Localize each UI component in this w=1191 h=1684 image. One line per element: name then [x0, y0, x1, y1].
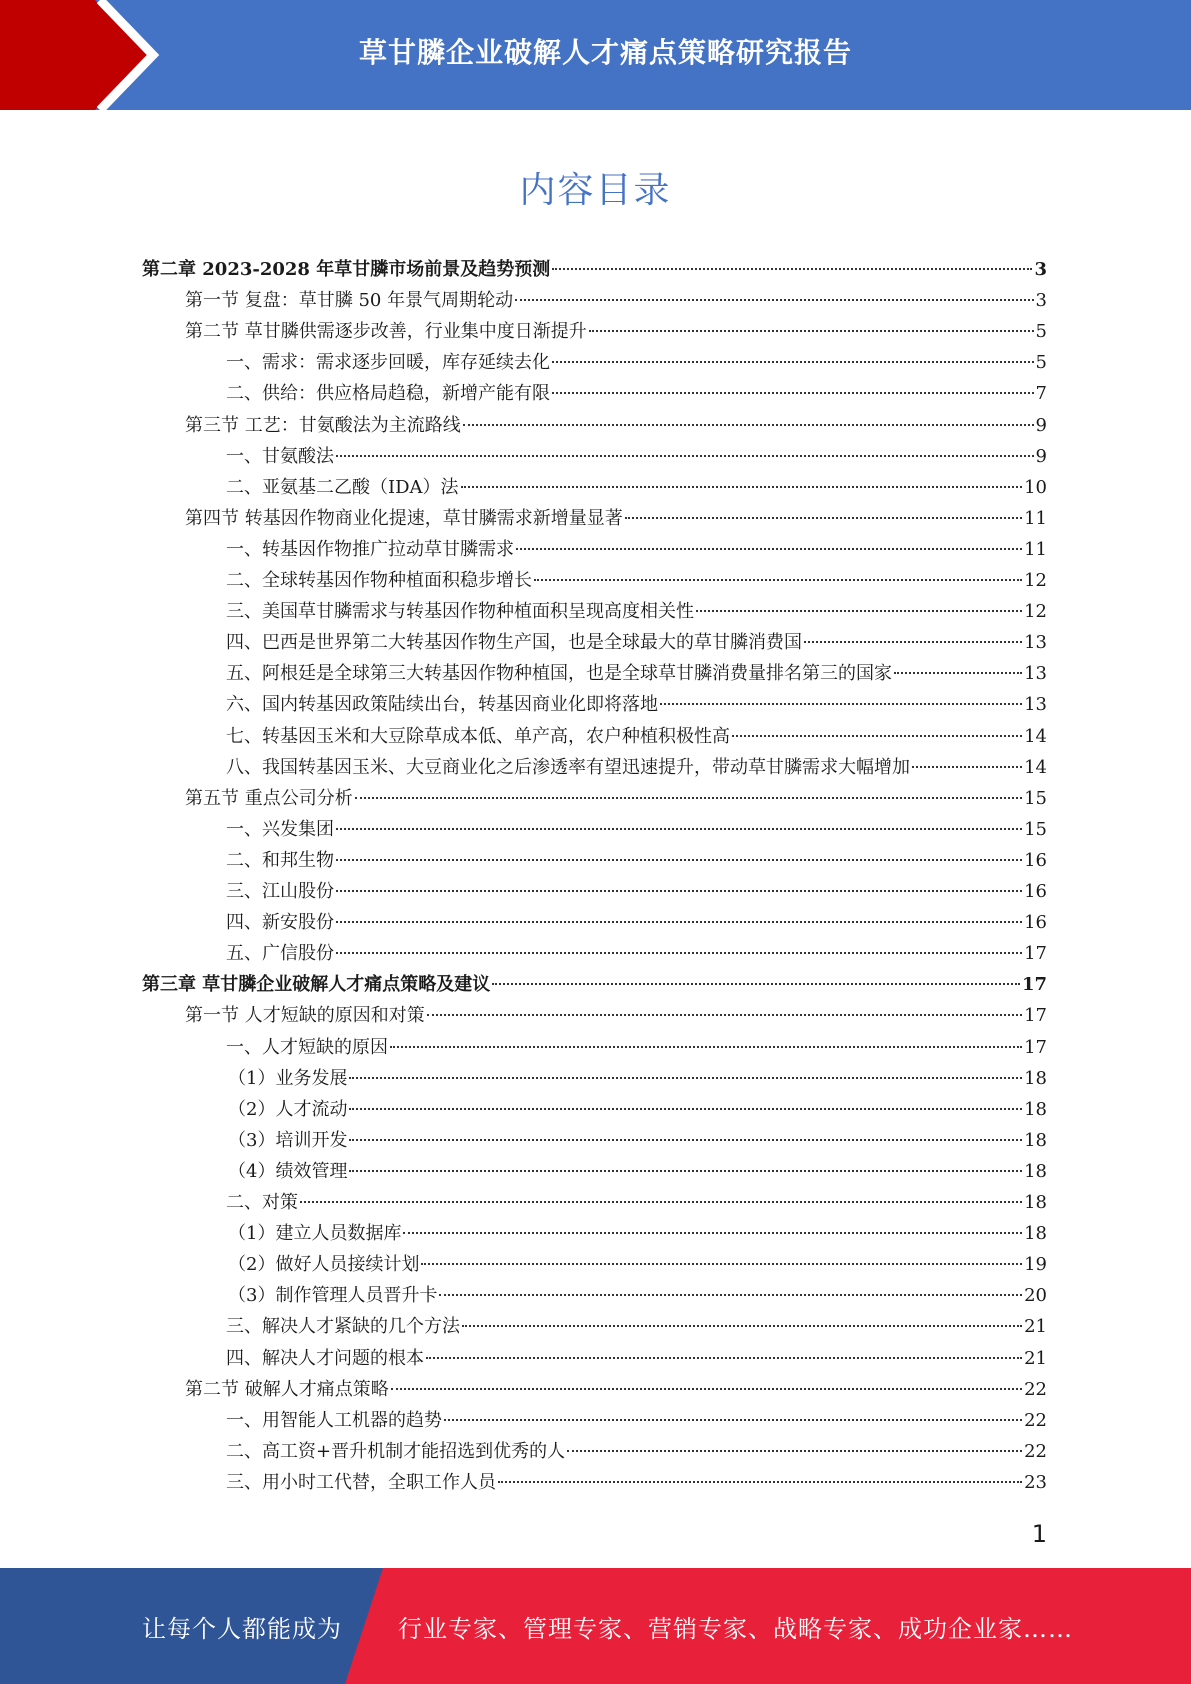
toc-dot-leader — [567, 1450, 1022, 1452]
toc-entry-title: 第二章 2023-2028 年草甘膦市场前景及趋势预测 — [142, 259, 551, 280]
toc-entry-page: 12 — [1024, 601, 1047, 622]
toc-entry[interactable] — [185, 1374, 1047, 1405]
toc-entry-title: 第四节 转基因作物商业化提速，草甘膦需求新增量显著 — [185, 508, 623, 529]
toc-dot-leader — [463, 424, 1034, 426]
toc-entry[interactable] — [226, 347, 1047, 378]
toc-entry-title: 一、需求：需求逐步回暖，库存延续去化 — [226, 352, 550, 373]
toc-dot-leader — [625, 517, 1022, 519]
toc-entry[interactable] — [228, 1063, 1047, 1094]
toc-entry-page: 3 — [1035, 290, 1047, 311]
toc-entry-title: 一、转基因作物推广拉动草甘膦需求 — [226, 539, 514, 560]
toc-entry[interactable] — [226, 1311, 1047, 1342]
toc-dot-leader — [660, 703, 1022, 705]
toc-entry-title: 六、国内转基因政策陆续出台，转基因商业化即将落地 — [226, 694, 658, 715]
toc-entry-page: 10 — [1024, 477, 1047, 498]
toc-dot-leader — [403, 1232, 1022, 1234]
toc-entry[interactable] — [185, 783, 1047, 814]
toc-entry-page: 18 — [1024, 1223, 1047, 1244]
toc-dot-leader — [391, 1388, 1022, 1390]
toc-entry-page: 13 — [1024, 663, 1047, 684]
toc-entry-page: 22 — [1024, 1410, 1047, 1431]
toc-dot-leader — [349, 1139, 1022, 1141]
toc-entry-page: 22 — [1024, 1379, 1047, 1400]
page-header — [0, 0, 1191, 110]
toc-entry-page: 17 — [1024, 1005, 1047, 1026]
toc-dot-leader — [336, 828, 1022, 830]
toc-dot-leader — [492, 983, 1020, 985]
toc-entry-title: 二、高工资+晋升机制才能招选到优秀的人 — [226, 1441, 566, 1462]
toc-entry[interactable] — [226, 1405, 1047, 1436]
toc-entry[interactable] — [228, 1280, 1047, 1311]
toc-dot-leader — [355, 797, 1022, 799]
toc-dot-leader — [336, 455, 1034, 457]
toc-entry-page: 15 — [1024, 788, 1047, 809]
toc-dot-leader — [462, 1325, 1022, 1327]
toc-entry-page: 12 — [1024, 570, 1047, 591]
toc-entry-title: 第三节 工艺：甘氨酸法为主流路线 — [185, 415, 461, 436]
toc-entry-title: （3）制作管理人员晋升卡 — [228, 1285, 438, 1306]
toc-entry[interactable] — [226, 565, 1047, 596]
toc-entry-title: 五、广信股份 — [226, 943, 334, 964]
toc-dot-leader — [300, 1201, 1022, 1203]
toc-entry-page: 18 — [1024, 1130, 1047, 1151]
toc-dot-leader — [421, 1263, 1022, 1265]
toc-entry[interactable] — [226, 845, 1047, 876]
toc-entry-page: 18 — [1024, 1192, 1047, 1213]
toc-dot-leader — [336, 952, 1022, 954]
toc-entry-title: 一、甘氨酸法 — [226, 446, 334, 467]
toc-entry-title: 第一节 复盘：草甘膦 50 年景气周期轮动 — [185, 290, 514, 311]
toc-entry-title: 四、解决人才问题的根本 — [226, 1348, 424, 1369]
toc-entry-title: （2）人才流动 — [228, 1099, 348, 1120]
toc-entry-page: 13 — [1024, 694, 1047, 715]
toc-dot-leader — [804, 641, 1022, 643]
toc-entry-title: （4）绩效管理 — [228, 1161, 348, 1182]
toc-entry-page: 20 — [1024, 1285, 1047, 1306]
toc-dot-leader — [534, 579, 1022, 581]
toc-entry-title: 三、用小时工代替，全职工作人员 — [226, 1472, 496, 1493]
toc-dot-leader — [732, 735, 1022, 737]
toc-entry-page: 21 — [1024, 1316, 1047, 1337]
toc-entry[interactable] — [226, 1343, 1047, 1374]
toc-entry-title: 二、全球转基因作物种植面积稳步增长 — [226, 570, 532, 591]
toc-dot-leader — [589, 330, 1034, 332]
toc-entry[interactable] — [185, 503, 1047, 534]
toc-dot-leader — [426, 1357, 1022, 1359]
toc-entry[interactable] — [226, 814, 1047, 845]
toc-entry-title: 第二节 草甘膦供需逐步改善，行业集中度日渐提升 — [185, 321, 587, 342]
toc-dot-leader — [444, 1419, 1022, 1421]
toc-entry[interactable] — [185, 1000, 1047, 1031]
toc-dot-leader — [894, 672, 1022, 674]
toc-entry-title: 二、对策 — [226, 1192, 298, 1213]
toc-entry[interactable] — [226, 472, 1047, 503]
toc-dot-leader — [461, 486, 1023, 488]
toc-entry[interactable] — [226, 534, 1047, 565]
toc-dot-leader — [349, 1170, 1022, 1172]
toc-entry[interactable] — [226, 1032, 1047, 1063]
toc-entry-title: 二、供给：供应格局趋稳，新增产能有限 — [226, 383, 550, 404]
toc-entry[interactable] — [226, 658, 1047, 689]
toc-entry-page: 7 — [1035, 383, 1047, 404]
toc-entry[interactable] — [226, 441, 1047, 472]
toc-dot-leader — [912, 766, 1022, 768]
toc-entry-title: 三、解决人才紧缺的几个方法 — [226, 1316, 460, 1337]
toc-dot-leader — [552, 268, 1032, 270]
toc-entry-page: 5 — [1035, 352, 1047, 373]
toc-dot-leader — [336, 859, 1022, 861]
toc-entry[interactable] — [226, 876, 1047, 907]
toc-entry[interactable] — [228, 1094, 1047, 1125]
toc-entry-page: 14 — [1024, 757, 1047, 778]
toc-entry-page: 15 — [1024, 819, 1047, 840]
page-footer — [0, 1568, 1191, 1684]
toc-entry-page: 18 — [1024, 1161, 1047, 1182]
toc-entry[interactable] — [226, 1187, 1047, 1218]
toc-entry[interactable] — [228, 1249, 1047, 1280]
toc-entry-page: 21 — [1024, 1348, 1047, 1369]
toc-entry-page: 18 — [1024, 1068, 1047, 1089]
report-title: 草甘膦企业破解人才痛点策略研究报告 — [358, 36, 852, 69]
toc-entry-page: 13 — [1024, 632, 1047, 653]
toc-entry-title: （2）做好人员接续计划 — [228, 1254, 420, 1275]
toc-dot-leader — [336, 890, 1022, 892]
toc-entry-title: 第三章 草甘膦企业破解人才痛点策略及建议 — [142, 974, 491, 995]
toc-dot-leader — [552, 361, 1034, 363]
toc-entry[interactable] — [226, 1436, 1047, 1467]
toc-entry[interactable] — [228, 1156, 1047, 1187]
toc-dot-leader — [515, 299, 1033, 301]
toc-entry-title: 四、新安股份 — [226, 912, 334, 933]
toc-entry[interactable] — [226, 596, 1047, 627]
toc-entry-title: 八、我国转基因玉米、大豆商业化之后渗透率有望迅速提升，带动草甘膦需求大幅增加 — [226, 757, 910, 778]
toc-entry-title: 第五节 重点公司分析 — [185, 788, 353, 809]
toc-entry-title: 二、亚氨基二乙酸（IDA）法 — [226, 477, 459, 498]
toc-heading: 内容目录 — [519, 170, 672, 211]
toc-entry-title: 一、兴发集团 — [226, 819, 334, 840]
toc-entry[interactable] — [142, 969, 1047, 1000]
toc-entry[interactable] — [226, 627, 1047, 658]
toc-entry-title: 二、和邦生物 — [226, 850, 334, 871]
toc-entry-page: 14 — [1024, 726, 1047, 747]
toc-dot-leader — [349, 1108, 1022, 1110]
toc-entry-title: （1）建立人员数据库 — [228, 1223, 402, 1244]
toc-dot-leader — [349, 1077, 1022, 1079]
toc-dot-leader — [696, 610, 1022, 612]
toc-entry-page: 9 — [1035, 415, 1047, 436]
toc-entry-title: （1）业务发展 — [228, 1068, 348, 1089]
toc-dot-leader — [439, 1294, 1022, 1296]
toc-entry-page: 5 — [1035, 321, 1047, 342]
toc-entry[interactable] — [185, 285, 1047, 316]
toc-entry[interactable] — [226, 378, 1047, 409]
toc-entry[interactable] — [226, 721, 1047, 752]
toc-entry-page: 17 — [1021, 974, 1047, 995]
toc-entry[interactable] — [226, 752, 1047, 783]
toc-entry-page: 3 — [1034, 259, 1047, 280]
footer-slogan-right: 行业专家、管理专家、营销专家、战略专家、成功企业家…… — [398, 1614, 1073, 1643]
page-number: 1 — [1031, 1520, 1047, 1548]
toc-entry[interactable] — [228, 1218, 1047, 1249]
toc-entry-title: 五、阿根廷是全球第三大转基因作物种植国，也是全球草甘膦消费量排名第三的国家 — [226, 663, 892, 684]
toc-entry-page: 19 — [1024, 1254, 1047, 1275]
toc-entry[interactable] — [226, 938, 1047, 969]
toc-entry-title: 三、江山股份 — [226, 881, 334, 902]
toc-entry[interactable] — [226, 907, 1047, 938]
toc-dot-leader — [427, 1014, 1022, 1016]
toc-entry-page: 18 — [1024, 1099, 1047, 1120]
toc-entry-page: 17 — [1024, 1037, 1047, 1058]
toc-entry-title: 四、巴西是世界第二大转基因作物生产国，也是全球最大的草甘膦消费国 — [226, 632, 802, 653]
toc-entry-title: （3）培训开发 — [228, 1130, 348, 1151]
toc-entry[interactable] — [228, 1125, 1047, 1156]
toc-entry[interactable] — [142, 254, 1047, 285]
toc-entry[interactable] — [185, 316, 1047, 347]
toc-entry-page: 9 — [1035, 446, 1047, 467]
toc-entry-title: 第一节 人才短缺的原因和对策 — [185, 1005, 425, 1026]
toc-entry-page: 11 — [1024, 539, 1047, 560]
toc-dot-leader — [336, 921, 1022, 923]
toc-entry-page: 23 — [1024, 1472, 1047, 1493]
toc-entry[interactable] — [185, 410, 1047, 441]
toc-entry-title: 第二节 破解人才痛点策略 — [185, 1379, 389, 1400]
toc-entry-title: 三、美国草甘膦需求与转基因作物种植面积呈现高度相关性 — [226, 601, 694, 622]
toc-entry-page: 22 — [1024, 1441, 1047, 1462]
toc-entry-page: 11 — [1024, 508, 1047, 529]
toc-entry-title: 一、人才短缺的原因 — [226, 1037, 388, 1058]
toc-dot-leader — [552, 392, 1034, 394]
toc-dot-leader — [390, 1046, 1022, 1048]
toc-entry-title: 七、转基因玉米和大豆除草成本低、单产高，农户种植积极性高 — [226, 726, 730, 747]
toc-entry-title: 一、用智能人工机器的趋势 — [226, 1410, 442, 1431]
toc-dot-leader — [516, 548, 1022, 550]
toc-entry-page: 16 — [1024, 912, 1047, 933]
toc-entry[interactable] — [226, 689, 1047, 720]
toc-entry-page: 16 — [1024, 881, 1047, 902]
toc-entry[interactable] — [226, 1467, 1047, 1498]
toc-dot-leader — [498, 1481, 1022, 1483]
toc-entry-page: 16 — [1024, 850, 1047, 871]
toc-entry-page: 17 — [1024, 943, 1047, 964]
footer-slogan-left: 让每个人都能成为 — [142, 1614, 342, 1643]
